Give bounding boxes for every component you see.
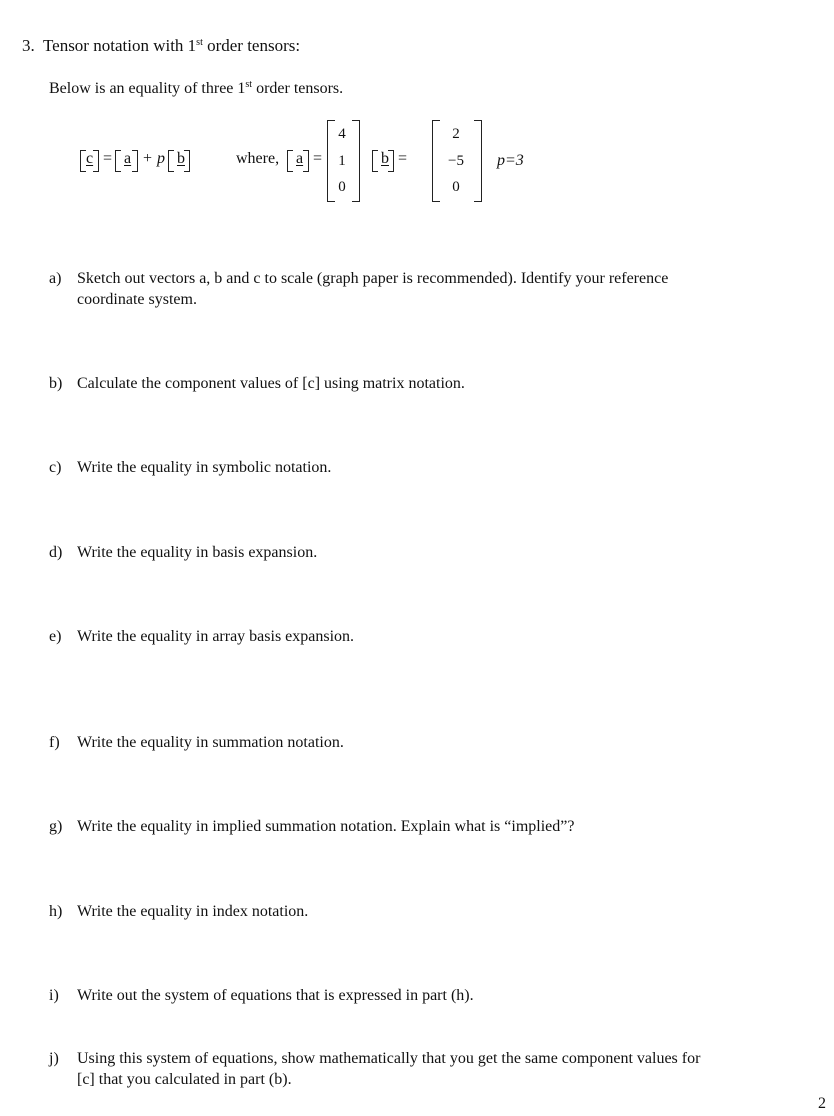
question-f: f) Write the equality in summation notation. bbox=[49, 734, 344, 751]
scalar-p: p bbox=[157, 150, 165, 167]
plus-sign: + bbox=[143, 150, 153, 167]
vector-b-symbol: b bbox=[177, 150, 185, 167]
matrix-b-left-bracket bbox=[432, 120, 440, 202]
matrix-a-symbol: a bbox=[296, 150, 304, 167]
matrix-b-cell: 2 bbox=[452, 126, 460, 142]
matrix-b-cell: −5 bbox=[448, 153, 464, 169]
question-b: b) Calculate the component values of [c] using matrix notation. bbox=[49, 375, 465, 392]
problem-number: 3. bbox=[22, 36, 35, 55]
question-d: d) Write the equality in basis expansion. bbox=[49, 544, 318, 561]
question-a: a) Sketch out vectors a, b and c to scale (graph paper is recommended). Identify your reference bbox=[49, 270, 669, 287]
page-number: 2 bbox=[818, 1095, 826, 1112]
question-e: e) Write the equality in array basis expansion. bbox=[49, 628, 355, 645]
problem-title: Tensor notation with 1st order tensors: bbox=[42, 36, 301, 55]
where-label: where, bbox=[236, 150, 280, 167]
question-a-cont: coordinate system. bbox=[77, 291, 197, 308]
question-h: h) Write the equality in index notation. bbox=[49, 903, 309, 920]
problem-intro: Below is an equality of three 1st order tensors. bbox=[49, 79, 344, 97]
vector-a-symbol: a bbox=[124, 150, 132, 167]
equals-sign: = bbox=[398, 150, 408, 167]
matrix-a-cell: 0 bbox=[338, 179, 346, 195]
question-j: j) Using this system of equations, show mathematically that you get the same component values for bbox=[49, 1050, 701, 1067]
matrix-a-right-bracket bbox=[352, 120, 360, 202]
question-j-cont: [c] that you calculated in part (b). bbox=[77, 1071, 292, 1088]
question-i: i) Write out the system of equations that is expressed in part (h). bbox=[49, 987, 474, 1004]
question-c: c) Write the equality in symbolic notation. bbox=[49, 459, 332, 476]
equals-sign: = bbox=[103, 150, 113, 167]
matrix-b-symbol: b bbox=[381, 150, 389, 167]
vector-c-symbol: c bbox=[86, 150, 94, 167]
problem-heading bbox=[22, 36, 300, 56]
matrix-a-cell: 4 bbox=[338, 126, 346, 142]
p-value: p=3 bbox=[497, 152, 524, 169]
question-g: g) Write the equality in implied summation notation. Explain what is “implied”? bbox=[49, 818, 575, 835]
matrix-b-right-bracket bbox=[474, 120, 482, 202]
matrix-a-cell: 1 bbox=[338, 153, 346, 169]
equals-sign: = bbox=[313, 150, 323, 167]
matrix-b-cell: 0 bbox=[452, 179, 460, 195]
